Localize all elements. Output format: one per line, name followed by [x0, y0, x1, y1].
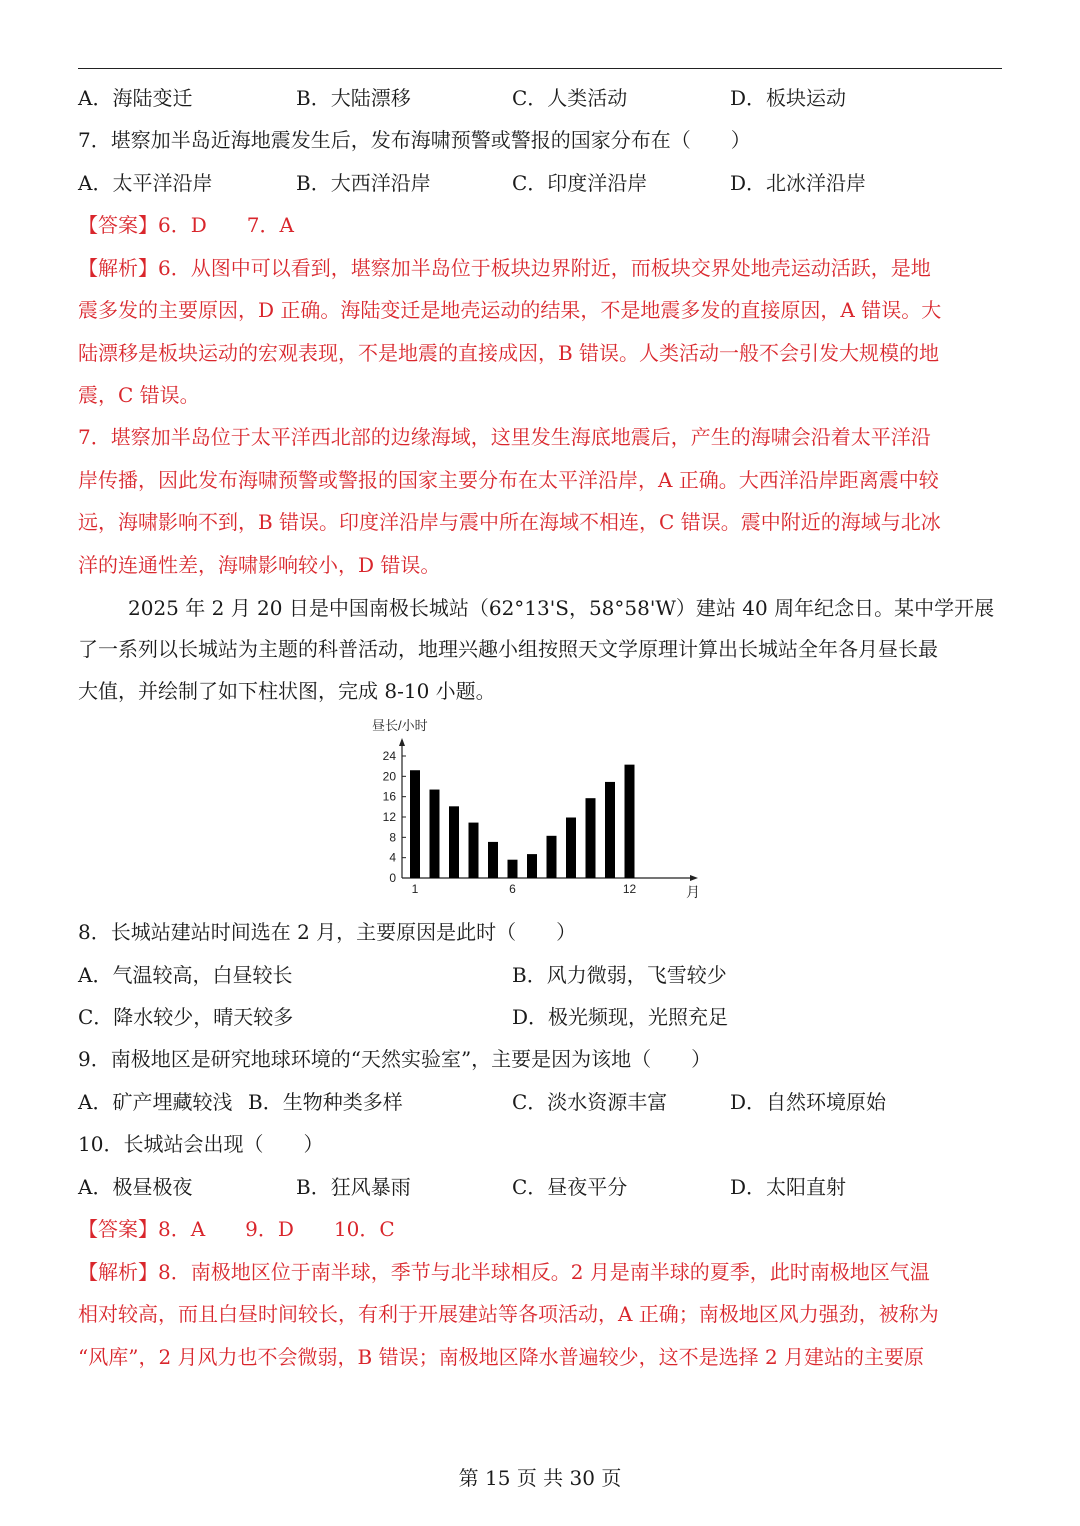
- y-tick-label: 24: [382, 749, 396, 763]
- y-axis-arrow: [399, 738, 405, 746]
- q6-option-c: C．人类活动: [512, 86, 628, 110]
- y-tick-label: 16: [382, 789, 396, 804]
- y-tick-label: 4: [389, 850, 396, 865]
- y-tick-label: 20: [382, 769, 396, 784]
- day-length-bar-chart: [370, 714, 710, 906]
- page-number-footer: 第 15 页 共 30 页: [458, 1466, 622, 1490]
- intro-paragraph: 了一系列以长城站为主题的科普活动，地理兴趣小组按照天文学原理计算出长城站全年各月昼长最: [78, 637, 938, 661]
- q10-stem: 10．长城站会出现（ ）: [78, 1132, 324, 1156]
- bar: [469, 823, 479, 878]
- answer-text: 8．A 9．D 10．C: [158, 1217, 395, 1241]
- q7-stem: 7．堪察加半岛近海地震发生后，发布海啸预警或警报的国家分布在（ ）: [78, 128, 751, 152]
- header-rule: [78, 68, 1002, 69]
- analysis-line: 远，海啸影响不到，B 错误。印度洋沿岸与震中所在海域不相连，C 错误。震中附近的海域与北冰: [78, 510, 941, 534]
- q8-option-d: D．极光频现，光照充足: [512, 1005, 729, 1029]
- bar: [605, 782, 615, 878]
- bar: [430, 790, 440, 878]
- bar: [508, 860, 518, 878]
- q9-stem: 9．南极地区是研究地球环境的“天然实验室”，主要是因为该地（ ）: [78, 1047, 712, 1071]
- y-axis-label: 昼长/小时: [372, 718, 428, 733]
- y-tick-label: 8: [389, 830, 396, 845]
- answer-tag: 【答案】: [78, 1217, 158, 1241]
- x-tick-label: 1: [411, 882, 419, 896]
- bar: [449, 806, 459, 878]
- analysis-tag: 【解析】: [78, 1260, 158, 1284]
- q7-option-a: A．太平洋沿岸: [78, 171, 213, 195]
- bar: [566, 818, 576, 878]
- bar: [527, 854, 537, 878]
- answer-text: 6．D 7．A: [158, 213, 294, 237]
- q10-option-c: C．昼夜平分: [512, 1175, 628, 1199]
- q8-option-b: B．风力微弱，飞雪较少: [512, 963, 727, 987]
- q10-option-a: A．极昼极夜: [78, 1175, 193, 1199]
- answer-tag: 【答案】: [78, 213, 158, 237]
- q6-option-d: D．板块运动: [730, 86, 847, 110]
- q6-option-b: B．大陆漂移: [296, 86, 411, 110]
- q7-option-d: D．北冰洋沿岸: [730, 171, 867, 195]
- analysis-text: 8．南极地区位于南半球，季节与北半球相反。2 月是南半球的夏季，此时南极地区气温: [158, 1260, 930, 1284]
- q8-stem: 8．长城站建站时间选在 2 月，主要原因是此时（ ）: [78, 920, 577, 944]
- analysis-line: 震，C 错误。: [78, 383, 200, 407]
- q6-option-a: A．海陆变迁: [78, 86, 193, 110]
- analysis-line: 洋的连通性差，海啸影响较小，D 错误。: [78, 553, 441, 577]
- intro-paragraph: 大值，并绘制了如下柱状图，完成 8-10 小题。: [78, 679, 496, 703]
- bar: [488, 842, 498, 878]
- analysis-line: 岸传播，因此发布海啸预警或警报的国家主要分布在太平洋沿岸，A 正确。大西洋沿岸距离震中较: [78, 468, 939, 492]
- analysis-line: 相对较高，而且白昼时间较长，有利于开展建站等各项活动，A 正确；南极地区风力强劲，被称为: [78, 1302, 939, 1326]
- y-tick-label: 0: [389, 871, 396, 885]
- x-axis-arrow: [690, 875, 698, 881]
- q10-option-d: D．太阳直射: [730, 1175, 847, 1199]
- analysis-text: 6．从图中可以看到，堪察加半岛位于板块边界附近，而板块交界处地壳运动活跃，是地: [158, 256, 931, 280]
- bar: [547, 836, 557, 878]
- x-tick-label: 6: [509, 882, 516, 896]
- analysis-line: 7．堪察加半岛位于太平洋西北部的边缘海域，这里发生海底地震后，产生的海啸会沿着太平洋沿: [78, 425, 931, 449]
- x-tick-label: 12: [622, 882, 637, 896]
- q8-option-c: C．降水较少，晴天较多: [78, 1005, 294, 1029]
- q7-option-b: B．大西洋沿岸: [296, 171, 431, 195]
- answer-block-2: [78, 1215, 395, 1243]
- q9-option-c: C．淡水资源丰富: [512, 1090, 668, 1114]
- analysis-line: 陆漂移是板块运动的宏观表现，不是地震的直接成因，B 错误。人类活动一般不会引发大规模的地: [78, 341, 940, 365]
- y-tick-label: 12: [382, 810, 396, 824]
- q10-option-b: B．狂风暴雨: [296, 1175, 411, 1199]
- analysis-line: [78, 1258, 930, 1286]
- q8-option-a: A．气温较高，白昼较长: [78, 963, 293, 987]
- answer-block-1: [78, 211, 294, 239]
- intro-paragraph: 2025 年 2 月 20 日是中国南极长城站（62°13'S，58°58'W）建站 40 周年纪念日。某中学开展: [128, 596, 995, 620]
- x-axis-label: 月: [686, 884, 700, 900]
- analysis-tag: 【解析】: [78, 256, 158, 280]
- q9-option-a: A．矿产埋藏较浅: [78, 1090, 233, 1114]
- q7-option-c: C．印度洋沿岸: [512, 171, 648, 195]
- analysis-line: “风库”，2 月风力也不会微弱，B 错误；南极地区降水普遍较少，这不是选择 2 月建站的主要原: [78, 1345, 925, 1369]
- q9-option-b: B．生物种类多样: [248, 1090, 403, 1114]
- bar: [625, 765, 635, 878]
- bar: [586, 798, 596, 878]
- analysis-line: [78, 254, 931, 282]
- bar: [410, 770, 420, 878]
- q9-option-d: D．自然环境原始: [730, 1090, 887, 1114]
- analysis-line: 震多发的主要原因，D 正确。海陆变迁是地壳运动的结果，不是地震多发的直接原因，A 错误。大: [78, 298, 942, 322]
